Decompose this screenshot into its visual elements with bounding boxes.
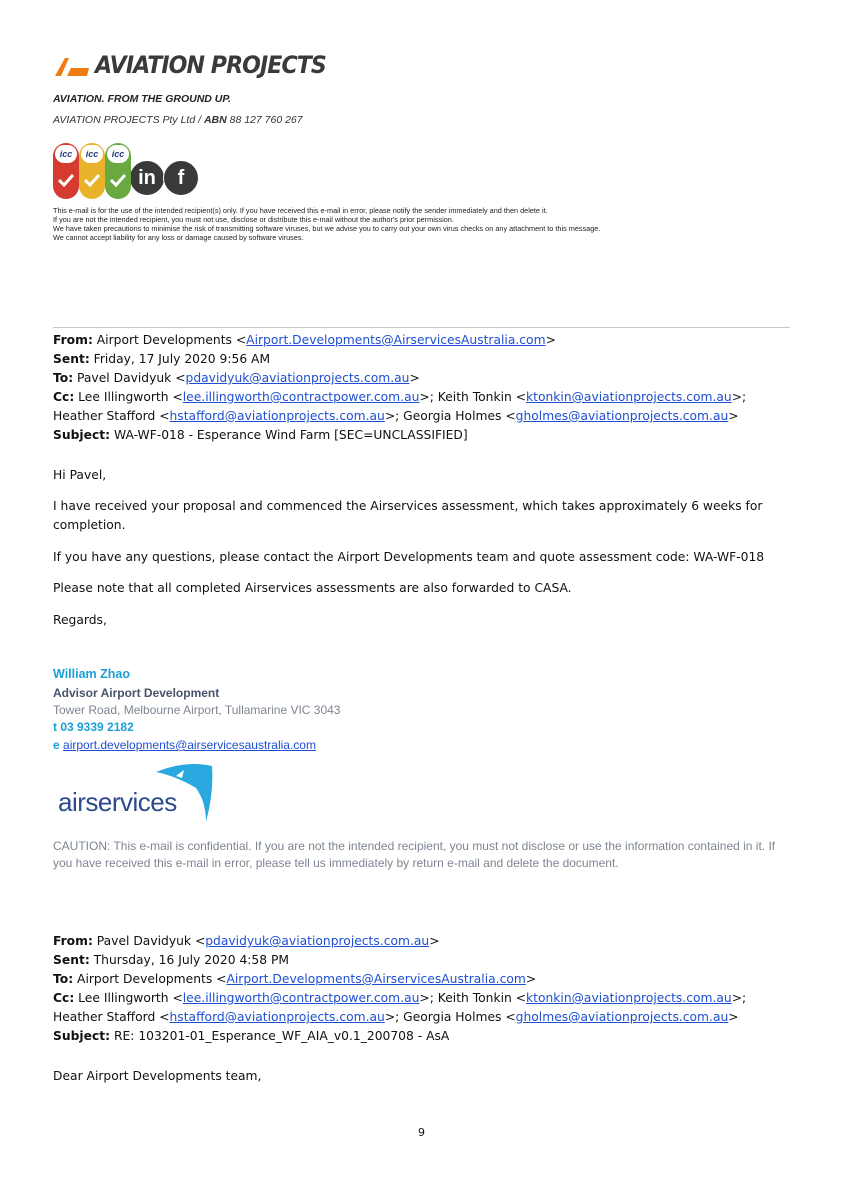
from-line: From: Airport Developments <Airport.Developments@AirservicesAustralia.com> [53, 333, 556, 347]
abn-number: 88 127 760 267 [226, 114, 303, 126]
email1-paragraph: I have received your proposal and commenced the Airservices assessment, which takes approximately 6 weeks for completion. [53, 499, 763, 532]
cc-line: Cc: Lee Illingworth <lee.illingworth@contractpower.com.au>; Keith Tonkin <ktonkin@aviationprojects.com.au>; [53, 390, 747, 404]
cc-line-continued: Heather Stafford <hstafford@aviationprojects.com.au>; Georgia Holmes <gholmes@aviationprojects.com.au> [53, 409, 739, 423]
subject-line [53, 1027, 803, 1046]
sent-line [53, 951, 803, 970]
email-label: e [53, 738, 64, 752]
cc-email-link[interactable]: gholmes@aviationprojects.com.au [515, 1010, 729, 1024]
email1-paragraph: Please note that all completed Airservices assessments are also forwarded to CASA. [53, 581, 572, 595]
from-email-link[interactable]: Airport.Developments@AirservicesAustralia.com [246, 333, 546, 347]
caution-notice: CAUTION: This e-mail is confidential. If you are not the intended recipient, you must not disclose or use the information contained in it. If you have received this e-mail in error, please tell us immediately by return e-mail and delete the document. [53, 839, 776, 870]
icc-badge-label: icc [81, 145, 103, 163]
icc-badge-label: icc [107, 145, 129, 163]
email1-greeting: Hi Pavel, [53, 468, 107, 482]
to-label: To: [53, 972, 74, 986]
from-label: From: [53, 333, 93, 347]
icc-badge-green-icon [105, 143, 131, 199]
email1-header [53, 331, 803, 445]
cc-email-link[interactable]: ktonkin@aviationprojects.com.au [526, 390, 732, 404]
subject-text: RE: 103201-01_Esperance_WF_AIA_v0.1_200708 - AsA [110, 1029, 450, 1043]
certification-badges [53, 139, 199, 199]
signature-phone: t 03 9339 2182 [53, 720, 134, 734]
disclaimer-line: We cannot accept liability for any loss or damage caused by software viruses. [53, 233, 304, 243]
cc-email-link[interactable]: lee.illingworth@contractpower.com.au [182, 991, 420, 1005]
disclaimer-line: We have taken precautions to minimise the risk of transmitting software viruses, but we advise you to carry out your own virus checks on any attachment to this message. [53, 224, 601, 234]
header-divider [53, 327, 790, 328]
abn-prefix: AVIATION PROJECTS Pty Ltd / [53, 114, 204, 126]
checkmark-icon [84, 173, 100, 187]
subject-line [53, 426, 803, 445]
abn-label: ABN [203, 114, 227, 126]
from-line: From: Pavel Davidyuk <pdavidyuk@aviationprojects.com.au> [53, 934, 440, 948]
to-name: Airport Developments < [73, 972, 227, 986]
logo-text: AVIATION PROJECTS [95, 51, 326, 79]
subject-label: Subject: [53, 1029, 111, 1043]
to-line: To: Pavel Davidyuk <pdavidyuk@aviationprojects.com.au> [53, 371, 420, 385]
cc-label: Cc: [53, 390, 75, 404]
facebook-icon[interactable]: f [163, 160, 199, 196]
checkmark-icon [58, 173, 74, 187]
email1-paragraph: If you have any questions, please contact the Airport Developments team and quote assessment code: WA-WF-018 [53, 550, 765, 564]
cc-name: >; Georgia Holmes < [384, 409, 516, 423]
cc-name: Heather Stafford < [53, 409, 170, 423]
cc-line-continued: Heather Stafford <hstafford@aviationprojects.com.au>; Georgia Holmes <gholmes@aviationprojects.com.au> [53, 1010, 739, 1024]
to-email-link[interactable]: Airport.Developments@AirservicesAustralia.com [226, 972, 526, 986]
cc-email-link[interactable]: hstafford@aviationprojects.com.au [169, 1010, 385, 1024]
cc-email-link[interactable]: gholmes@aviationprojects.com.au [515, 409, 729, 423]
signature-email-link[interactable]: airport.developments@airservicesaustralia.com [63, 738, 316, 752]
cc-email-link[interactable]: lee.illingworth@contractpower.com.au [182, 390, 420, 404]
cc-name: Lee Illingworth < [74, 390, 183, 404]
to-label: To: [53, 371, 74, 385]
signature-address: Tower Road, Melbourne Airport, Tullamarine VIC 3043 [53, 703, 341, 717]
cc-name: >; Keith Tonkin < [419, 991, 527, 1005]
icc-badge-red-icon [53, 143, 79, 199]
email2-greeting: Dear Airport Developments team, [53, 1069, 262, 1083]
signature-email [53, 738, 316, 752]
subject-text: WA-WF-018 - Esperance Wind Farm [SEC=UNCLASSIFIED] [110, 428, 468, 442]
icc-badge-label: icc [55, 145, 77, 163]
signature-name: William Zhao [53, 667, 130, 681]
abn-line [53, 114, 303, 126]
from-name: Pavel Davidyuk < [92, 934, 206, 948]
company-logo [53, 50, 346, 80]
from-email-link[interactable]: pdavidyuk@aviationprojects.com.au [205, 934, 430, 948]
email2-header [53, 932, 803, 1046]
cc-email-link[interactable]: hstafford@aviationprojects.com.au [169, 409, 385, 423]
sent-date: Friday, 17 July 2020 9:56 AM [89, 352, 271, 366]
from-label: From: [53, 934, 93, 948]
cc-name: Lee Illingworth < [74, 991, 183, 1005]
aviation-projects-logo-mark-icon [53, 52, 91, 78]
cc-name: >; Georgia Holmes < [384, 1010, 516, 1024]
company-tagline: AVIATION. FROM THE GROUND UP. [53, 93, 231, 105]
subject-label: Subject: [53, 428, 111, 442]
airservices-logo-text: airservices [58, 787, 177, 817]
cc-email-link[interactable]: ktonkin@aviationprojects.com.au [526, 991, 732, 1005]
cc-label: Cc: [53, 991, 75, 1005]
linkedin-icon[interactable]: in [129, 160, 165, 196]
signature-title: Advisor Airport Development [53, 686, 220, 700]
disclaimer-line: If you are not the intended recipient, you must not use, disclose or distribute this e-mail without the author's prior permission. [53, 215, 454, 225]
cc-name: Heather Stafford < [53, 1010, 170, 1024]
email1-closing: Regards, [53, 613, 107, 627]
sent-label: Sent: [53, 953, 90, 967]
cc-name: >; Keith Tonkin < [419, 390, 527, 404]
to-name: Pavel Davidyuk < [73, 371, 186, 385]
cc-line: Cc: Lee Illingworth <lee.illingworth@contractpower.com.au>; Keith Tonkin <ktonkin@aviationprojects.com.au>; [53, 991, 747, 1005]
to-email-link[interactable]: pdavidyuk@aviationprojects.com.au [185, 371, 410, 385]
sent-label: Sent: [53, 352, 90, 366]
sent-line [53, 350, 803, 369]
disclaimer-line: This e-mail is for the use of the intended recipient(s) only. If you have received this e-mail in error, please notify the sender immediately and then delete it. [53, 206, 548, 215]
checkmark-icon [110, 173, 126, 187]
sent-date: Thursday, 16 July 2020 4:58 PM [89, 953, 289, 967]
email-disclaimer [53, 206, 793, 242]
icc-badge-yellow-icon [79, 143, 105, 199]
from-name: Airport Developments < [92, 333, 247, 347]
to-line: To: Airport Developments <Airport.Developments@AirservicesAustralia.com> [53, 972, 537, 986]
page-number: 9 [418, 1126, 425, 1139]
